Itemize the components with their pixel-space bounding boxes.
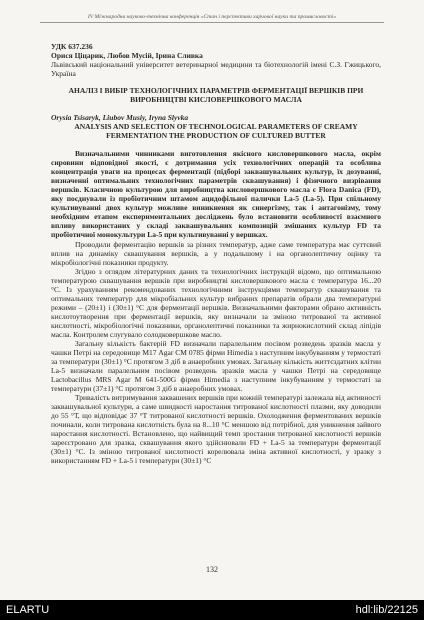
- running-header: IV Міжнародна науково-технічна конференція «Стан і перспективи харчової науки та промисловості»: [40, 14, 384, 23]
- title-english: ANALYSIS AND SELECTION OF TECHNOLOGICAL PARAMETERS OF CREAMY FERMENTATION THE PRODUCTION OF CULTURED BUTTER: [74, 122, 358, 140]
- article-body: [51, 34, 381, 465]
- paragraph-4: Тривалість витримування заквашених вершків при кожній температурі залежала від активності заквашувальної культури, а саме швидкості наростання титрованої кислотності плазми, яку доводили до 55 °Т, що відповідає 37 °Т титрованої кислотності вершків. Охолодження ферментованих вершків починали, коли титрована кислотність була на 8...10 °С меншою від потрібної, для уникнення зайвого наростання кислотності. Встановлено, що найвищий темп зростання титрованої кислотності вершків зареєстровано для зразка, сквашування якого здійснювали FD + La-5 за температури ферментації (30±1) °С. Із зміною титрованої кислотності корелювала зміна активної кислотності, у зразку з використанням FD + La-5 і температури (30±1) °С: [51, 393, 381, 465]
- abstract: Визначальними чинниками виготовлення якісного кисловершкового масла, окрім сировини відповідної якості, є дотримання усіх технологічних операцій та особлива концентрація уваги на процесах ферментації (підборі заквашувальних культур, їх дозуванні, визначенні оптимальних технологічних параметрів сквашування) і фізичного визрівання вершків. Класичною культурою для виробництва кисловершкового масла є Flora Danica (FD), яку поєднували із пробіотичним штамом ацидофільної палички La-5 (La-5). При спільному культивуванні двох культур можливе виникнення як синергізму, так і антагонізму, тому необхідним етапом експериментальних досліджень було встановити особливості взаємного впливу використаних у складі заквашувальних композицій змішаних культур FD та пробіотичної монокультури La-5 при культивуванні у вершках.: [51, 149, 381, 239]
- authors-english: Orysia Tsisaryk, Liubov Musiy, Iryna Slyvka: [51, 113, 189, 122]
- udk-code: УДК 637.236: [51, 42, 93, 51]
- repository-name: ELARTU: [6, 604, 50, 616]
- footer-bar: [0, 600, 424, 620]
- title-ukrainian: АНАЛІЗ І ВИБІР ТЕХНОЛОГІЧНИХ ПАРАМЕТРІВ ФЕРМЕНТАЦІЇ ВЕРШКІВ ПРИ ВИРОБНИЦТВІ КИСЛОВЕРШКОВОГО МАСЛА: [68, 86, 364, 104]
- affiliation: Львівський національний університет ветеринарної медицини та біотехнологій імені С.З. Гжицького, Україна: [51, 60, 381, 78]
- page-number: 132: [206, 565, 218, 574]
- paragraph-3: Загальну кількість бактерій FD визначали паралельним посівом розведень зразків масла у чашки Петрі на середовище М17 Agar CM 0785 фірми Himedia з наступним інкубуванням у термостаті за температури (30±1) °С протягом 3 діб в анаеробних умовах. Загальну кількість життєздатних клітин La-5 визначали паралельним посівом розведень зразків масла у чашки Петрі на середовище Lactobacillus MRS Agar M 641-500G фірми Himedia з наступним інкубуванням у термостаті за температури (37±1) °С протягом 3 діб в анаеробних умовах.: [51, 339, 381, 393]
- handle-id: hdl:lib/22125: [355, 604, 418, 616]
- paragraph-1: Проводили ферментацію вершків за різних температур, адже саме температура має суттєвий вплив на динаміку сквашування вершків, а у подальшому і на органолептичну оцінку та мікробіологічні показники продукту.: [51, 240, 381, 267]
- authors-ukrainian: Орися Ціцарик, Любов Мусій, Ірина Сливка: [51, 51, 203, 60]
- paragraph-2: Згідно з оглядом літературних даних та технологічних інструкцій відомо, що оптимальною температурою сквашування вершків при виробництві кисловершкового масла є температура 16...20 °С. Із урахуванням рекомендованих технологічними інструкціями температур сквашування та оптимальних температур для мікробіальних культур вибраних препаратів обрали два температурні режими – (20±1) і (30±1) °С для ферментації вершків. Визначальними факторами обрано активність кислотоутворення при ферментації вершків, яку визначали за зміною титрованої та активної кислотності, мікробіологічні показники, органолептичні показники та жирнокислотний склад ліпідів масла. Контролем слугувало солодковершкове масло.: [51, 267, 381, 339]
